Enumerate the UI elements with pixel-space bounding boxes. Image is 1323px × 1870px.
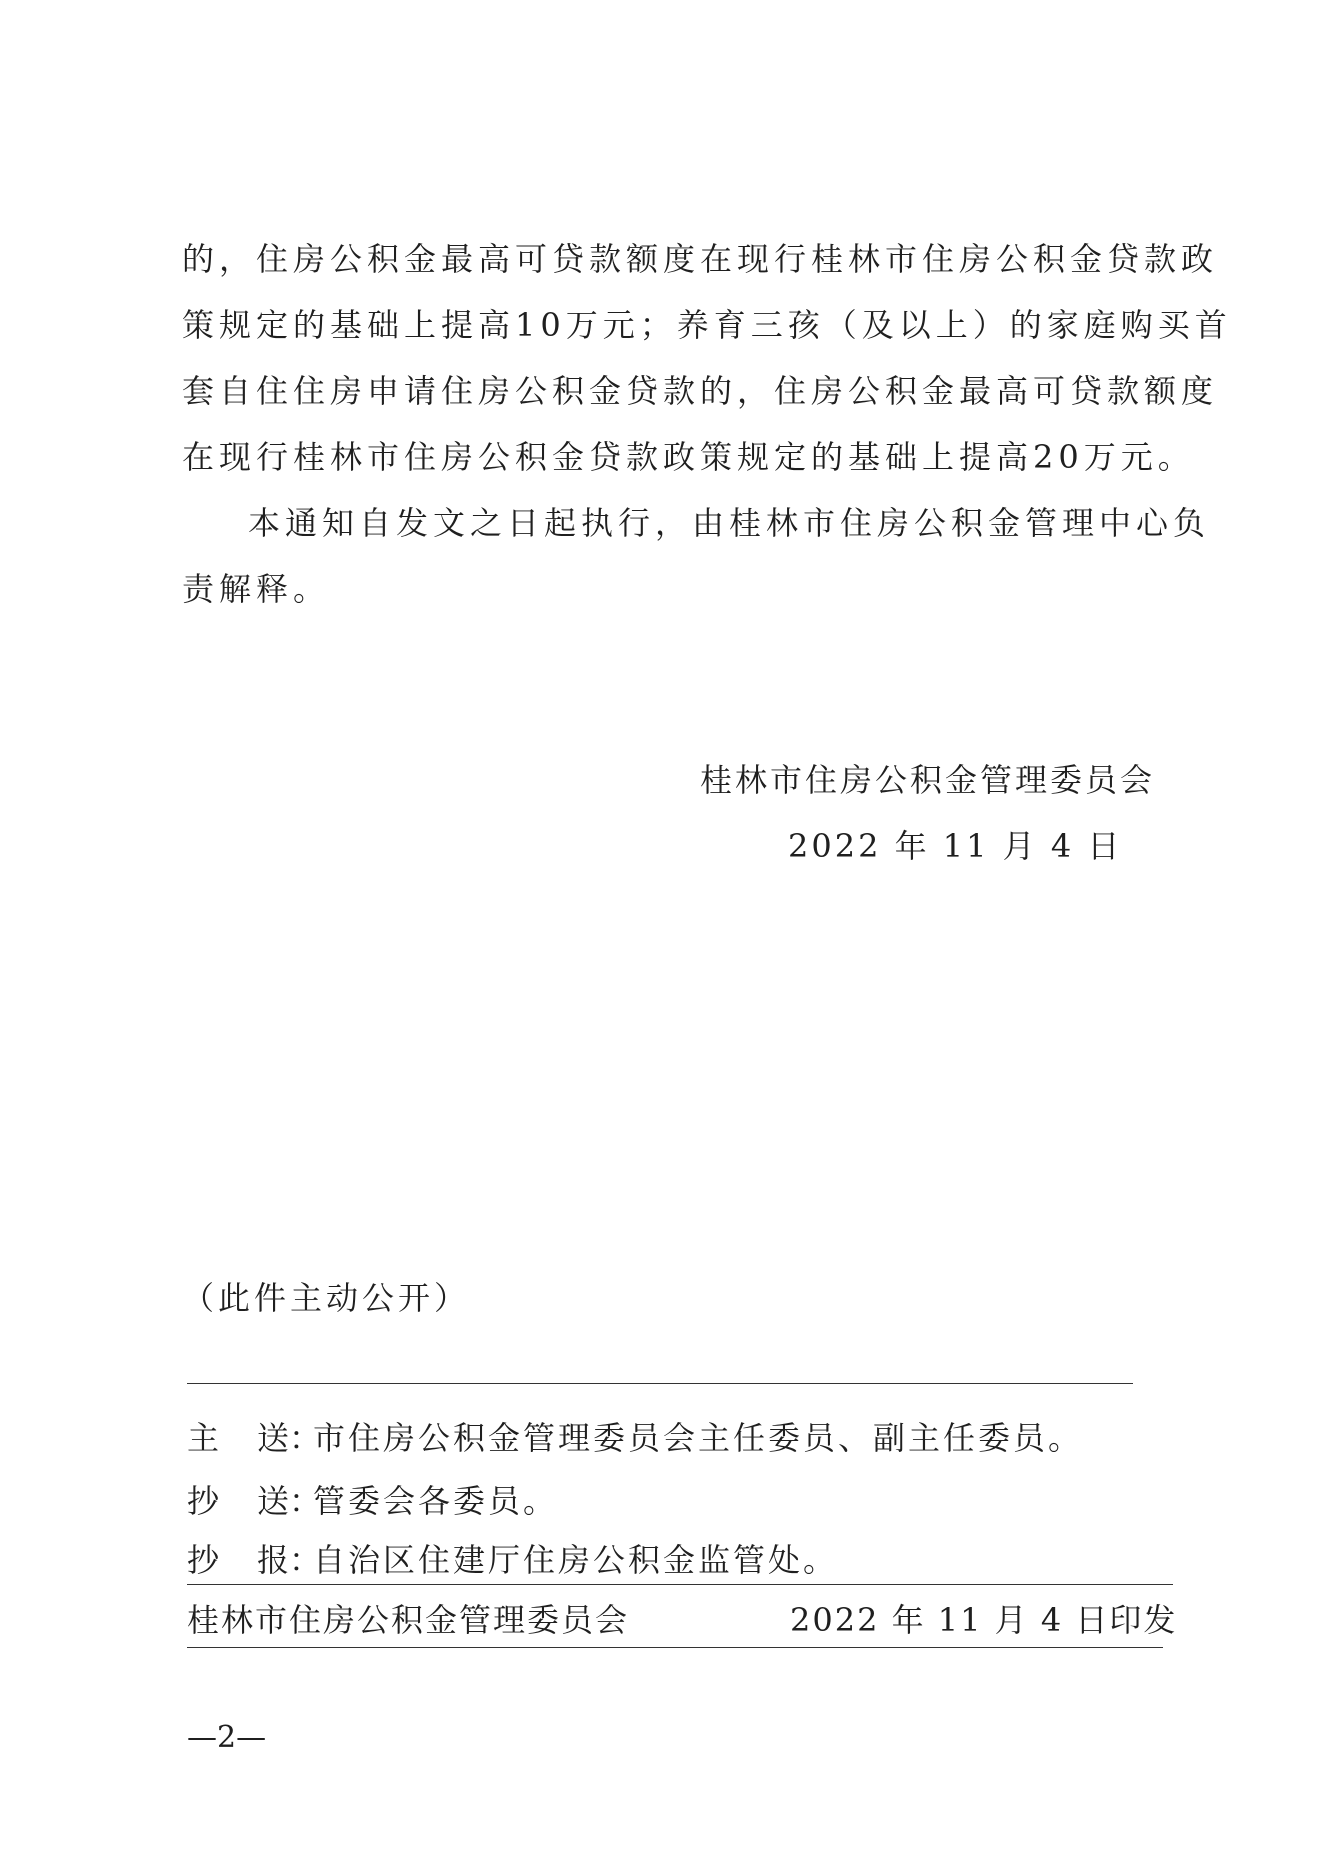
distribution-value: 市住房公积金管理委员会主任委员、副主任委员。 <box>313 1419 1084 1457</box>
footer-issuer: 桂林市住房公积金管理委员会 <box>187 1601 630 1639</box>
distribution-value: 管委会各委员。 <box>313 1482 559 1520</box>
paragraph-1-line-2: 策规定的基础上提高10万元；养育三孩（及以上）的家庭购买首 <box>182 306 1232 344</box>
signature-date: 2022 年 11 月 4 日 <box>788 827 1123 865</box>
paragraph-1-line-4: 在现行桂林市住房公积金贷款政策规定的基础上提高20万元。 <box>182 438 1195 476</box>
distribution-row-copy <box>187 1481 558 1521</box>
paragraph-2-line-2: 责解释。 <box>182 570 331 608</box>
paragraph-1-line-1: 的，住房公积金最高可贷款额度在现行桂林市住房公积金贷款政 <box>182 240 1219 278</box>
paragraph-2-line-1: 本通知自发文之日起执行，由桂林市住房公积金管理中心负 <box>248 504 1211 542</box>
distribution-bottom-rule <box>187 1584 1173 1585</box>
distribution-value: 自治区住建厅住房公积金监管处。 <box>313 1541 839 1579</box>
signature-issuer: 桂林市住房公积金管理委员会 <box>700 761 1156 799</box>
distribution-row-main <box>187 1418 1083 1458</box>
distribution-row-report <box>187 1540 838 1580</box>
footer-print-date: 2022 年 11 月 4 日印发 <box>790 1601 1178 1639</box>
distribution-top-rule <box>187 1383 1133 1384</box>
page-number: —2— <box>187 1720 267 1755</box>
footer-bottom-rule <box>187 1647 1163 1648</box>
disclosure-note: （此件主动公开） <box>182 1279 471 1317</box>
distribution-label: 抄 送： <box>187 1482 322 1520</box>
paragraph-1-line-3: 套自住住房申请住房公积金贷款的，住房公积金最高可贷款额度 <box>182 372 1219 410</box>
distribution-label: 主 送： <box>187 1419 322 1457</box>
distribution-label: 抄 报： <box>187 1541 322 1579</box>
